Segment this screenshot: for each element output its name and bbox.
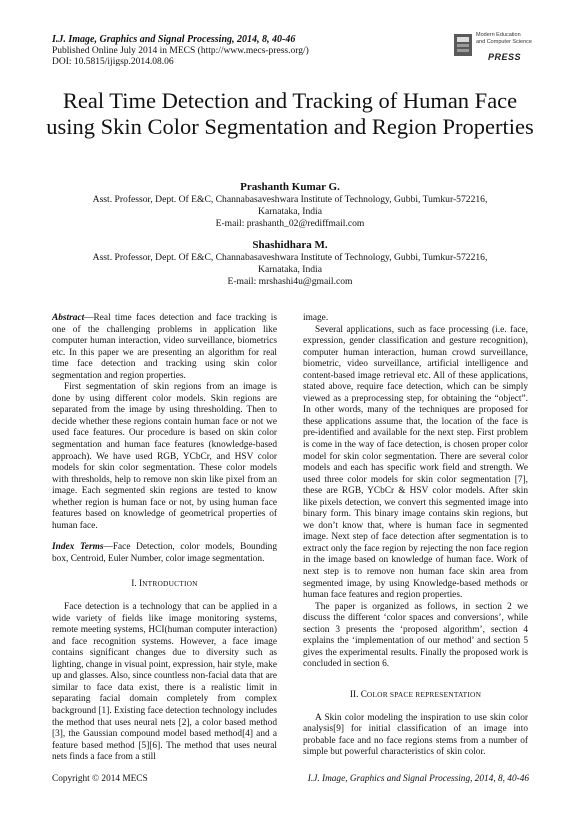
author-affiliation: Asst. Professor, Dept. Of E&C, Channabasaveshwara Institute of Technology, Gubbi, Tumkur-572216, bbox=[92, 194, 488, 205]
index-terms-text: —Face Detection, color models, Bounding box, Centroid, Euler Number, color image segmentation. bbox=[52, 542, 277, 564]
organization-paragraph: The paper is organized as follows, in section 2 we discuss the different ‘color spaces and conversions’, while section 3 presents the ‘proposed algorithm’, section 4 explains the ‘implementation of our method’ and section 5 gives the experimental results. Finally the proposed work is concluded in section 6. bbox=[303, 601, 528, 670]
author-email: E-mail: prashanth_02@rediffmail.com bbox=[215, 218, 365, 229]
abstract-paragraph-2: First segmentation of skin regions from an image is done by using different color models. Skin regions are separated from the image by using thresholding. Then to decide whether these regions contain human face or not we used face features. Our procedure is based on skin color segmentation and human face features (knowledge-based approach). We have used RGB, YCbCr, and HSV color models for skin color segmentation. These color models with thresholds, help to remove non skin like pixel from an image. Each segmented skin regions are tested to know whether region is human face or not, by using human face features based on knowledge of geometrical properties of human face. bbox=[52, 382, 277, 531]
author-name: Shashidhara M. bbox=[252, 239, 328, 251]
published-line: Published Online July 2014 in MECS (http://www.mecs-press.org/) bbox=[52, 45, 309, 56]
logo-text: Modern Education and Computer Science bbox=[476, 32, 532, 45]
author-email: E-mail: mrshashi4u@gmail.com bbox=[227, 276, 353, 287]
journal-line: I.J. Image, Graphics and Signal Processing, 2014, 8, 40-46 bbox=[52, 34, 296, 45]
section-heading-introduction: I. INTRODUCTION bbox=[131, 579, 198, 590]
doi-line: DOI: 10.5815/ijigsp.2014.08.06 bbox=[52, 57, 174, 67]
abstract bbox=[52, 313, 277, 382]
author-block bbox=[40, 180, 540, 288]
index-terms-label: Index Terms bbox=[52, 542, 104, 553]
logo-press: PRESS bbox=[488, 52, 522, 62]
index-terms bbox=[52, 542, 277, 565]
color-space-paragraph: A Skin color modeling the inspiration to use skin color analysis[9] for initial classification of an image into probable face and no face regions stems from a number of simple but powerful characteristics of skin color. bbox=[303, 712, 528, 758]
running-header bbox=[52, 34, 309, 69]
section-heading-color-space: II. COLOR SPACE REPRESENTATION bbox=[349, 689, 482, 700]
footer-copyright: Copyright © 2014 MECS bbox=[52, 774, 148, 784]
left-column bbox=[52, 313, 277, 764]
author-location: Karnataka, India bbox=[258, 264, 322, 275]
abstract-text: —Real time faces detection and face tracking is one of the challenging problems in application like computer human interaction, video surveillance, biometrics etc. In this paper we are presenting an algorithm for real time face detection and tracking using skin color segmentation and region properties. bbox=[52, 313, 277, 381]
author-name: Prashanth Kumar G. bbox=[240, 181, 340, 193]
paper-title: Real Time Detection and Tracking of Human Face using Skin Color Segmentation and Region Properties bbox=[46, 88, 534, 139]
right-column bbox=[303, 313, 528, 759]
footer-journal: I.J. Image, Graphics and Signal Processing, 2014, 8, 40-46 bbox=[307, 774, 529, 784]
introduction-paragraph: Face detection is a technology that can be applied in a wide variety of fields like image monitoring systems, remote meeting systems, HCI(human computer interaction) and face recognition systems. However, a face image contains significant changes due to diversity such as lighting, change in visual point, expression, hair style, make up and glasses. Also, since countless non-facial data that are similar to face data exist, there is a realistic limit in separating facial domain completely from complex background [1]. Existing face detection technology includes the method that uses neural nets [2], a color based method [3], the Gaussian compound model based method[4] and a feature based method [5][6]. The method that uses neural nets finds a face from a still bbox=[52, 602, 277, 763]
body-paragraph: Several applications, such as face processing (i.e. face, expression, gender classification and gesture recognition), computer human interaction, human crowd surveillance, biometric, video surveillance, artificial intelligence and content-based image retrieval etc. All of these applications, stated above, require face detection, which can be simply viewed as a preprocessing step, for obtaining the “object”. In other words, many of the techniques are proposed for these applications assume that, the location of the face is pre-identified and available for the next step. First problem is come in the way of face detection, is chosen proper color model for skin color segmentation. There are several color models and each has specific work field and strength. We used three color models for skin color segmentation [7], these are RGB, YCbCr & HSV color models. After skin like pixels detection, we convert this segmented image into binary form. This binary image contains skin regions, but we don’t know that, where is human face in segmented image. Next step of face detection after segmentation is to extract only the face region by rejecting the non face region in the image based on knowledge of human face. Work of next step is to remove non human face skin area from segmented image, by using Knowledge-based methods or human face features and region properties. bbox=[303, 324, 528, 601]
publisher-emblem-icon bbox=[452, 30, 474, 60]
abstract-label: Abstract bbox=[52, 313, 85, 323]
author-affiliation: Asst. Professor, Dept. Of E&C, Channabasaveshwara Institute of Technology, Gubbi, Tumkur-572216, bbox=[92, 252, 488, 263]
publisher-logo bbox=[452, 28, 532, 68]
author-location: Karnataka, India bbox=[258, 206, 322, 217]
continued-text: image. bbox=[303, 313, 329, 323]
